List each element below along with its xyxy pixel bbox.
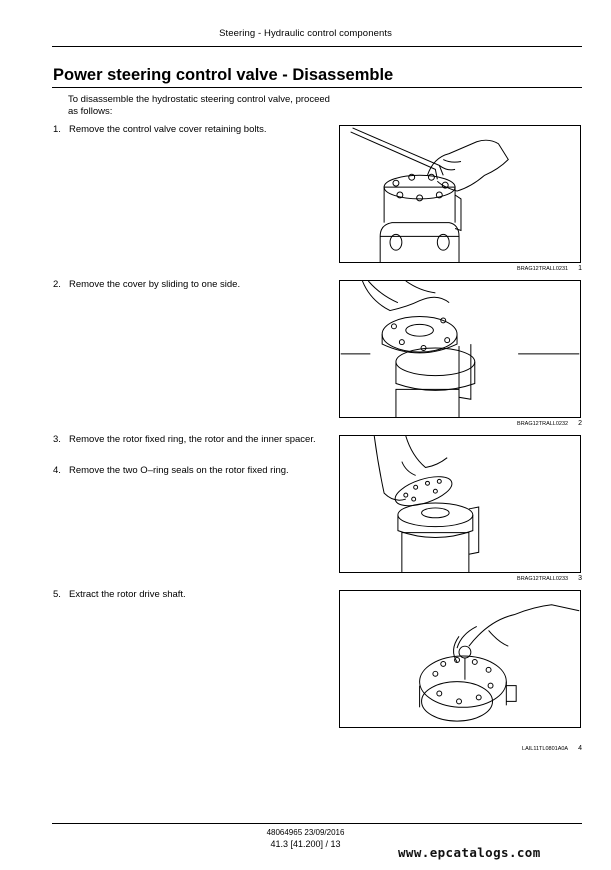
intro-paragraph: To disassemble the hydrostatic steering control valve, proceed as follows: — [68, 94, 330, 117]
step-number: 1. — [53, 124, 61, 135]
running-header: Steering - Hydraulic control components — [219, 28, 392, 39]
figure-2-caption — [339, 420, 582, 427]
drive-shaft-illustration — [340, 591, 580, 727]
step-number: 4. — [53, 465, 61, 476]
step-text: Remove the two O–ring seals on the rotor fixed ring. — [69, 465, 289, 476]
step-1 — [53, 124, 323, 136]
valve-bolts-illustration — [340, 126, 580, 262]
step-4 — [53, 465, 323, 477]
header-rule — [52, 46, 582, 47]
figure-code: LAIL11TL0801A0A — [522, 746, 569, 752]
figure-number: 2 — [578, 420, 582, 427]
step-3 — [53, 434, 323, 446]
figure-2-slide-cover — [339, 280, 581, 418]
step-text: Remove the control valve cover retaining bolts. — [69, 124, 267, 135]
figure-code: BRAG12TRALL0233 — [517, 576, 569, 582]
figure-number: 1 — [578, 265, 582, 272]
step-text: Remove the cover by sliding to one side. — [69, 279, 241, 290]
step-5 — [53, 589, 323, 601]
footer-document-number: 48064965 23/09/2016 — [266, 828, 345, 837]
figure-number: 3 — [578, 575, 582, 582]
figure-code: BRAG12TRALL0232 — [517, 421, 569, 427]
figure-1-caption — [339, 265, 582, 272]
figure-number: 4 — [578, 745, 582, 752]
page-title: Power steering control valve - Disassemble — [53, 66, 394, 84]
figure-4-caption — [339, 745, 582, 752]
figure-code: BRAG12TRALL0231 — [517, 266, 569, 272]
watermark-url: www.epcatalogs.com — [398, 845, 541, 860]
title-rule — [52, 87, 582, 88]
cover-sliding-illustration — [340, 281, 580, 417]
figure-1-remove-cover-bolts — [339, 125, 581, 263]
step-number: 3. — [53, 434, 61, 445]
rotor-ring-illustration — [340, 436, 580, 572]
figure-3-remove-rotor-ring — [339, 435, 581, 573]
step-text: Extract the rotor drive shaft. — [69, 589, 186, 600]
step-text: Remove the rotor fixed ring, the rotor and the inner spacer. — [69, 434, 316, 445]
figure-3-caption — [339, 575, 582, 582]
footer-page-reference: 41.3 [41.200] / 13 — [270, 839, 341, 849]
step-number: 5. — [53, 589, 61, 600]
step-2 — [53, 279, 323, 291]
step-number: 2. — [53, 279, 61, 290]
figure-4-extract-drive-shaft — [339, 590, 581, 728]
footer-rule — [52, 823, 582, 824]
